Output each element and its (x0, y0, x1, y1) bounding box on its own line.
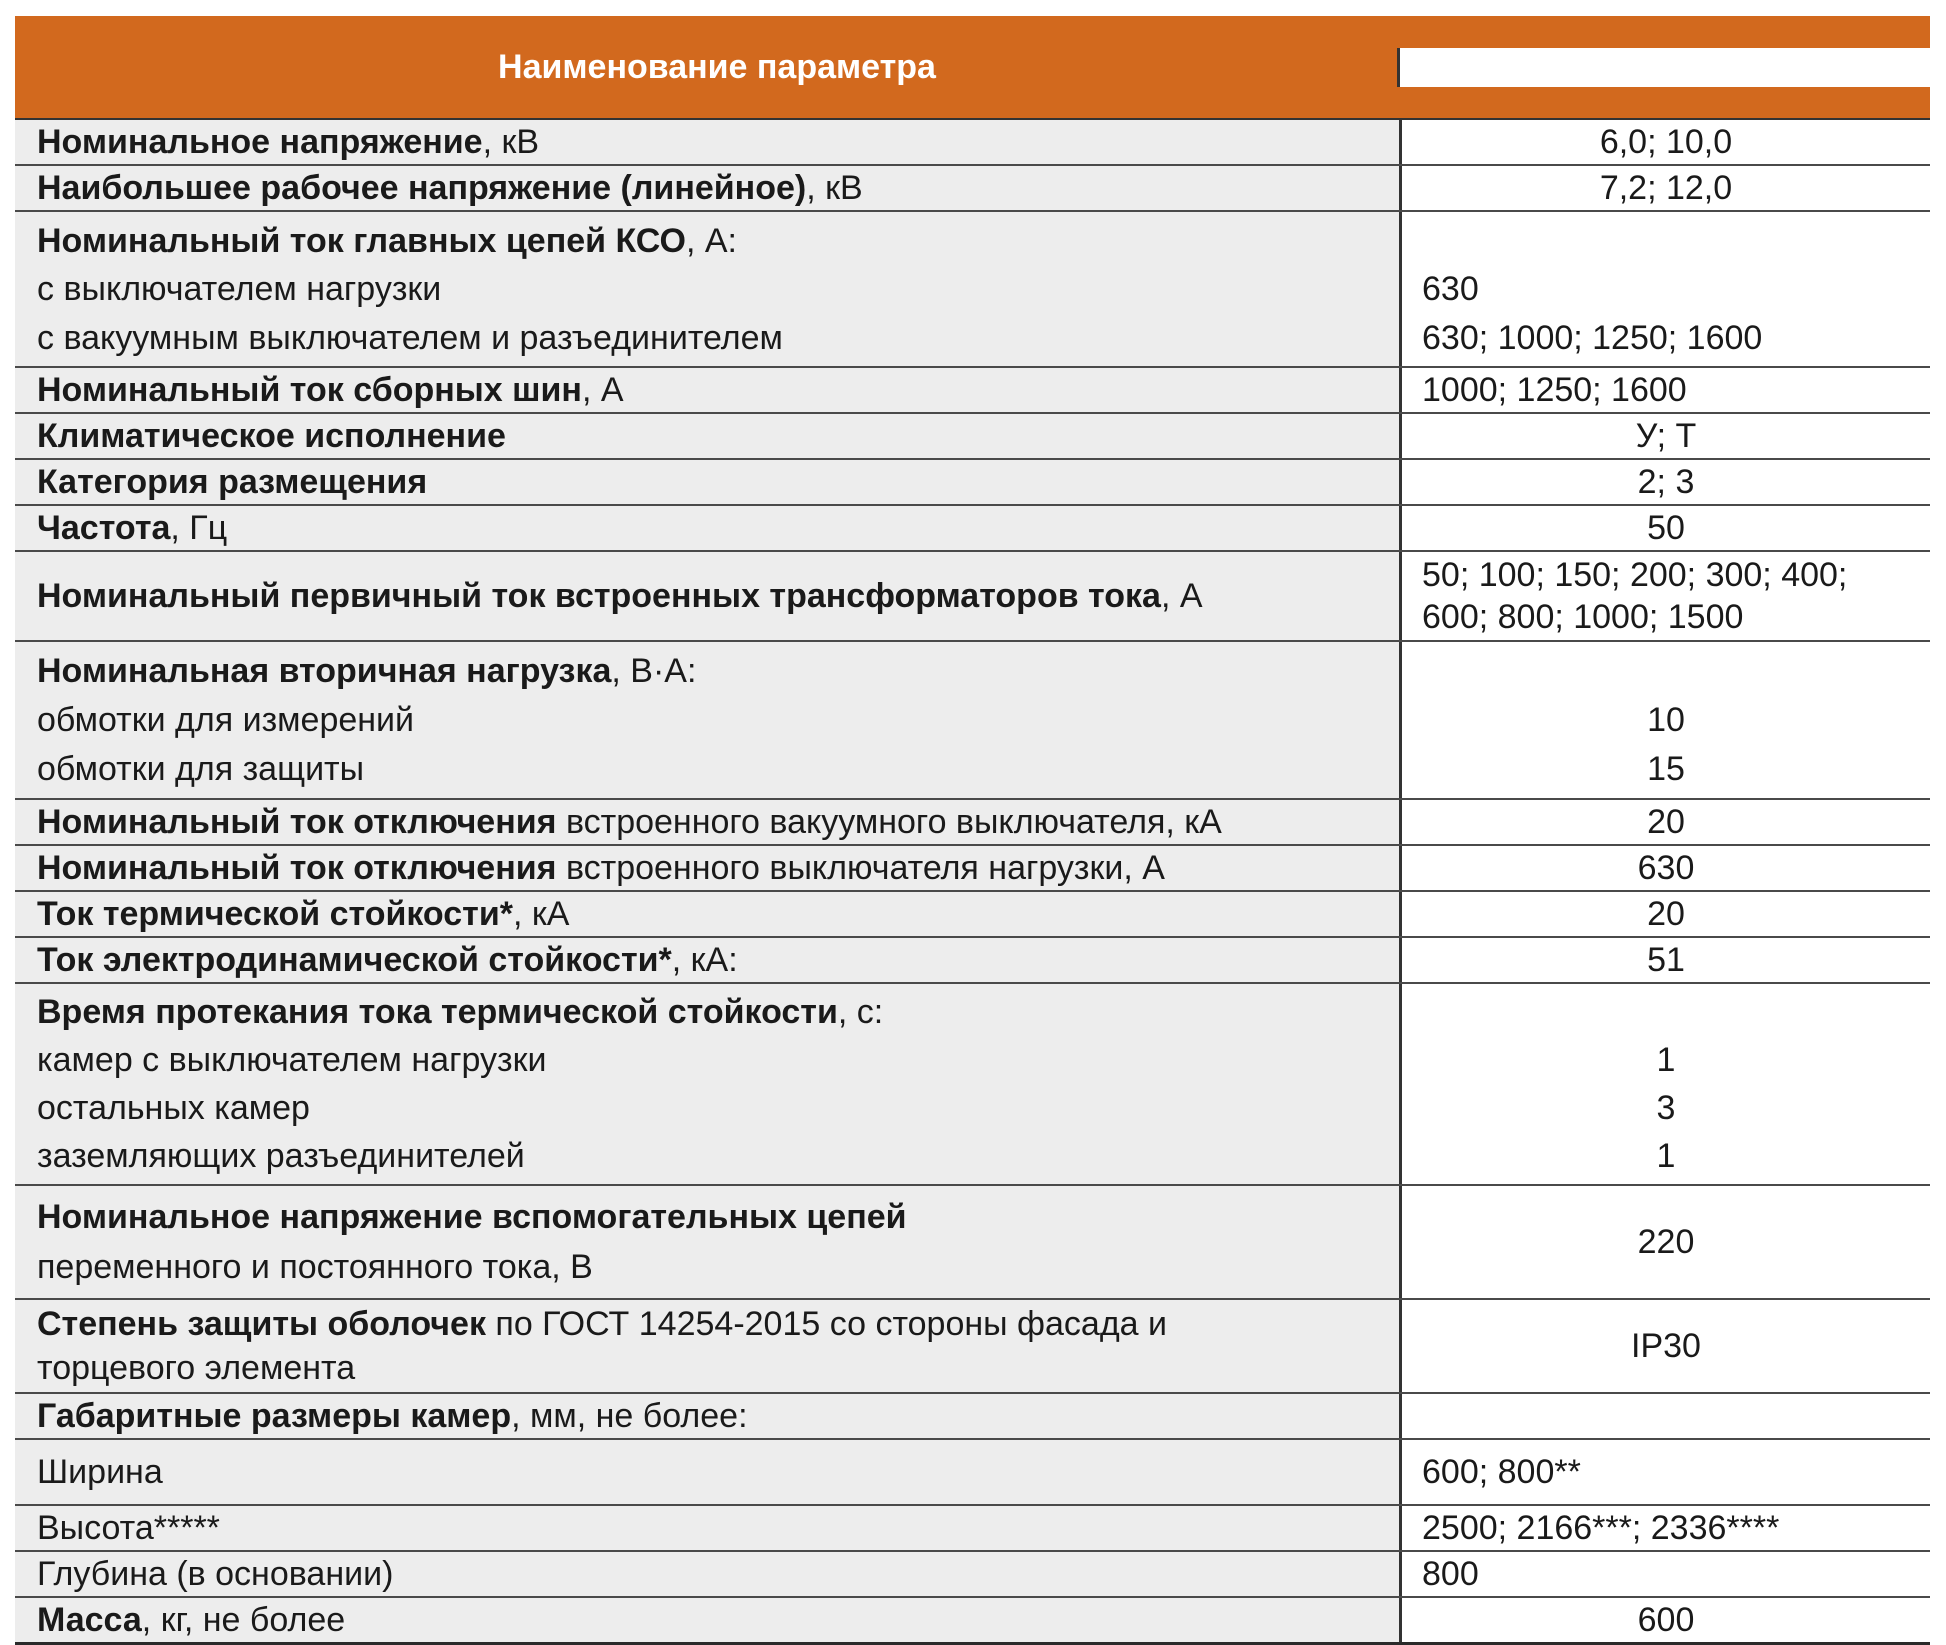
parameter-title: Номинальный ток отключения (37, 849, 557, 887)
table-row (15, 120, 1930, 166)
parameter-name-cell (15, 1186, 1402, 1298)
parameter-name-cell (15, 460, 1402, 504)
parameter-unit: , кА: (671, 941, 738, 979)
parameter-title: Номинальное напряжение вспомогательных цепей (37, 1197, 907, 1236)
parameter-title: Климатическое исполнение (37, 417, 506, 455)
parameter-name-cell (15, 1552, 1402, 1596)
parameter-name-cell (15, 892, 1402, 936)
parameter-name-cell (15, 552, 1402, 640)
parameter-unit: камер с выключателем нагрузки (37, 1041, 547, 1079)
parameter-name-cell (15, 1440, 1402, 1504)
parameter-title: Ток электродинамической стойкости* (37, 941, 672, 979)
table-row (15, 414, 1930, 460)
parameter-value-cell (1402, 1186, 1930, 1298)
parameter-unit: , В·А: (611, 652, 697, 690)
parameter-unit: встроенного выключателя нагрузки, А (556, 849, 1165, 887)
parameter-unit: , А (581, 371, 624, 409)
parameter-name-cell (15, 1300, 1402, 1392)
table-row (15, 892, 1930, 938)
parameter-line (37, 1508, 1399, 1548)
parameter-name-cell (15, 1506, 1402, 1550)
table-row (15, 938, 1930, 984)
table-row (15, 166, 1930, 212)
parameter-unit: , с: (837, 993, 884, 1031)
parameter-line (37, 1136, 1399, 1176)
parameter-title: Наибольшее рабочее напряжение (линейное) (37, 169, 807, 207)
parameter-title: Категория размещения (37, 463, 428, 501)
parameter-line (37, 462, 1399, 502)
parameter-title: Степень защиты оболочек (37, 1305, 486, 1343)
table-row (15, 800, 1930, 846)
parameter-line (37, 416, 1399, 456)
table-row (15, 846, 1930, 892)
parameter-unit: , мм, не более: (511, 1397, 748, 1435)
parameter-line (37, 221, 1399, 261)
parameter-title: Номинальная вторичная нагрузка (37, 652, 612, 690)
parameter-line (37, 508, 1399, 548)
parameter-title: Масса (37, 1601, 142, 1639)
parameter-line (37, 848, 1399, 888)
parameter-title: Номинальный ток главных цепей КСО (37, 221, 686, 260)
parameter-title: Габаритные размеры камер (37, 1397, 512, 1435)
parameter-value: IP30 (1631, 1327, 1701, 1365)
parameter-unit: , А: (685, 221, 737, 260)
parameter-name-cell (15, 642, 1402, 798)
parameter-unit: Высота***** (37, 1509, 220, 1547)
parameter-value: 50 (1647, 509, 1685, 547)
parameter-line (37, 1247, 1399, 1287)
parameter-line (37, 576, 1399, 616)
table-row (15, 1394, 1930, 1440)
parameter-value: 630 (1637, 849, 1695, 887)
parameter-name-cell (15, 846, 1402, 890)
parameter-value: У; Т (1635, 417, 1697, 455)
parameter-name-cell (15, 414, 1402, 458)
table-row (15, 1506, 1930, 1552)
parameter-title: Время протекания тока термической стойкости (37, 993, 838, 1031)
table-row (15, 552, 1930, 642)
parameter-unit: торцевого элемента (37, 1349, 356, 1387)
parameter-value: 15 (1647, 750, 1685, 788)
parameter-value: 50; 100; 150; 200; 300; 400; (1422, 555, 1848, 594)
parameter-line (37, 802, 1399, 842)
parameter-value: 20 (1647, 895, 1685, 933)
parameter-value-cell (1402, 642, 1930, 798)
parameter-value: 1 (1656, 1041, 1676, 1079)
parameter-name-cell (15, 800, 1402, 844)
parameter-value-cell (1402, 1394, 1930, 1438)
table-row (15, 212, 1930, 368)
table-row (15, 1552, 1930, 1598)
parameter-name-cell (15, 938, 1402, 982)
parameter-unit: Ширина (37, 1453, 163, 1491)
header-parameter-name: Наименование параметра (15, 48, 1400, 87)
table-row (15, 642, 1930, 800)
table-row (15, 1186, 1930, 1300)
parameter-value-cell (1402, 1300, 1930, 1392)
parameter-value: 600; 800; 1000; 1500 (1422, 598, 1744, 637)
parameter-value-cell (1402, 1598, 1930, 1642)
parameter-value-cell (1402, 1440, 1930, 1504)
parameter-value-cell (1402, 800, 1930, 844)
parameter-title: Номинальный первичный ток встроенных трансформаторов тока (37, 577, 1161, 615)
parameter-unit: по ГОСТ 14254-2015 со стороны фасада и (485, 1305, 1168, 1343)
parameter-title: Номинальный ток отключения (37, 803, 557, 841)
parameter-value: 2500; 2166***; 2336**** (1422, 1509, 1780, 1547)
parameter-value-cell (1402, 1552, 1930, 1596)
parameter-line (37, 1452, 1399, 1492)
parameter-unit: , Гц (170, 509, 228, 547)
table-row (15, 984, 1930, 1186)
parameter-value: 2; 3 (1637, 463, 1695, 501)
parameter-value-cell (1402, 938, 1930, 982)
parameter-unit: встроенного вакуумного выключателя, кА (556, 803, 1222, 841)
parameter-line (37, 749, 1399, 789)
parameter-value-cell (1402, 552, 1930, 640)
parameter-value-cell (1402, 166, 1930, 210)
parameter-unit: заземляющих разъединителей (37, 1137, 525, 1175)
parameter-name-cell (15, 984, 1402, 1184)
parameter-line (37, 370, 1399, 410)
parameter-title: Номинальный ток сборных шин (37, 371, 582, 409)
table-row (15, 460, 1930, 506)
parameter-unit: обмотки для измерений (37, 701, 415, 739)
parameter-value: 630; 1000; 1250; 1600 (1422, 318, 1763, 357)
parameter-unit: переменного и постоянного тока, В (37, 1248, 593, 1287)
parameter-unit: с выключателем нагрузки (37, 270, 442, 308)
header-parameter-value: Значение параметра (1400, 48, 1930, 87)
parameter-value: 220 (1637, 1223, 1695, 1261)
parameter-line (37, 318, 1399, 358)
parameter-line (37, 168, 1399, 208)
table-row (15, 1440, 1930, 1506)
parameter-name-cell (15, 212, 1402, 366)
parameter-line (37, 1304, 1399, 1344)
parameter-title: Ток термической стойкости* (37, 895, 513, 933)
parameter-unit: , А (1160, 577, 1203, 615)
parameter-line (37, 651, 1399, 691)
parameter-unit: обмотки для защиты (37, 750, 365, 788)
parameter-name-cell (15, 166, 1402, 210)
parameter-value-cell (1402, 506, 1930, 550)
parameter-title: Частота (37, 509, 171, 547)
parameter-value: 1000; 1250; 1600 (1422, 371, 1687, 409)
parameter-line (37, 269, 1399, 309)
parameter-line (37, 1040, 1399, 1080)
table-row (15, 1300, 1930, 1394)
parameter-name-cell (15, 506, 1402, 550)
parameter-value-cell (1402, 892, 1930, 936)
parameter-unit: , кг, не более (141, 1601, 346, 1639)
parameter-value-cell (1402, 846, 1930, 890)
parameters-table (15, 16, 1930, 1645)
parameter-unit: , кВ (806, 169, 863, 207)
table-header (15, 16, 1930, 120)
parameter-line (37, 700, 1399, 740)
parameter-line (37, 894, 1399, 934)
parameter-value-cell (1402, 414, 1930, 458)
parameter-value-cell (1402, 1506, 1930, 1550)
parameter-line (37, 992, 1399, 1032)
parameter-value: 6,0; 10,0 (1599, 123, 1733, 161)
table-body (15, 120, 1930, 1645)
parameter-unit: , кА (512, 895, 570, 933)
parameter-value: 51 (1647, 941, 1685, 979)
parameter-line (37, 1600, 1399, 1640)
parameter-unit: остальных камер (37, 1089, 310, 1127)
parameter-value-cell (1402, 120, 1930, 164)
parameter-line (37, 1348, 1399, 1388)
parameter-value: 630 (1422, 270, 1479, 308)
parameter-line (37, 1554, 1399, 1594)
parameter-value: 10 (1647, 701, 1685, 739)
table-row (15, 506, 1930, 552)
parameter-unit: , кВ (482, 123, 540, 161)
parameter-value-cell (1402, 984, 1930, 1184)
parameter-value: 800 (1422, 1555, 1479, 1593)
parameter-line (37, 1088, 1399, 1128)
parameter-name-cell (15, 1394, 1402, 1438)
parameter-title: Номинальное напряжение (37, 123, 483, 161)
parameter-value: 3 (1656, 1089, 1676, 1127)
parameter-line (37, 1197, 1399, 1237)
parameter-line (37, 1396, 1399, 1436)
parameter-value-cell (1402, 460, 1930, 504)
parameter-unit: Глубина (в основании) (37, 1555, 394, 1593)
parameter-value-cell (1402, 368, 1930, 412)
parameter-line (37, 940, 1399, 980)
parameter-value: 1 (1656, 1137, 1676, 1175)
parameter-name-cell (15, 1598, 1402, 1642)
parameter-line (37, 122, 1399, 162)
parameter-value-cell (1402, 212, 1930, 366)
parameter-unit: с вакуумным выключателем и разъединителем (37, 318, 783, 357)
parameter-name-cell (15, 120, 1402, 164)
table-row (15, 1598, 1930, 1645)
parameter-value: 600; 800** (1422, 1453, 1581, 1491)
table-row (15, 368, 1930, 414)
parameter-value: 7,2; 12,0 (1599, 169, 1733, 207)
parameter-value: 20 (1647, 803, 1685, 841)
parameter-value: 600 (1637, 1601, 1695, 1639)
parameter-name-cell (15, 368, 1402, 412)
